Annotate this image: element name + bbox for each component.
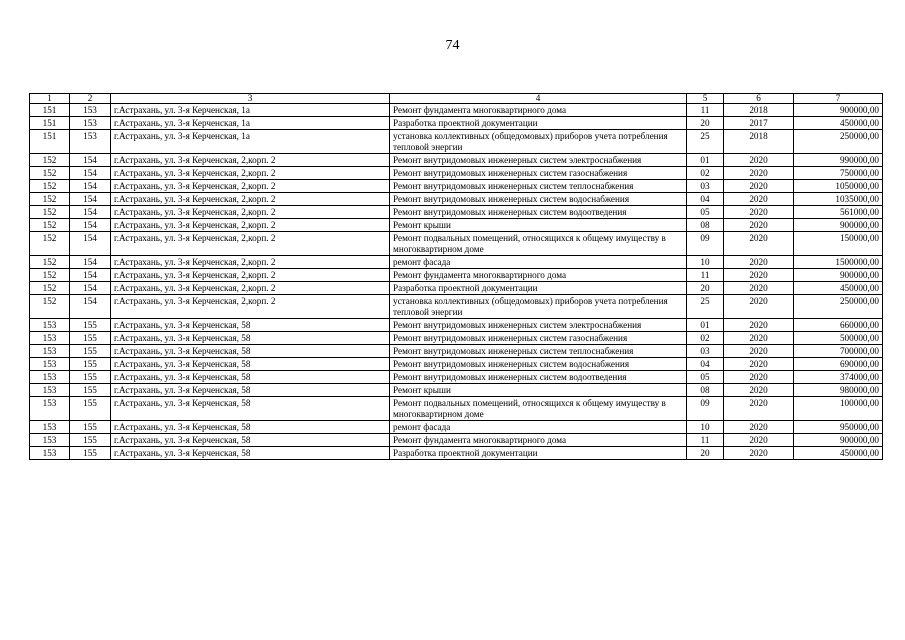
year-cell: 2020 bbox=[724, 193, 794, 206]
year-cell: 2020 bbox=[724, 319, 794, 332]
work-code-cell: 25 bbox=[687, 130, 724, 154]
cost-cell: 700000,00 bbox=[794, 345, 883, 358]
object-number-cell: 153 bbox=[70, 130, 111, 154]
address-cell: г.Астрахань, ул. 3-я Керченская, 58 bbox=[111, 345, 390, 358]
year-cell: 2020 bbox=[724, 447, 794, 460]
address-cell: г.Астрахань, ул. 3-я Керченская, 58 bbox=[111, 371, 390, 384]
work-code-cell: 11 bbox=[687, 104, 724, 117]
object-number-cell: 155 bbox=[70, 397, 111, 421]
year-cell: 2020 bbox=[724, 345, 794, 358]
address-cell: г.Астрахань, ул. 3-я Керченская, 58 bbox=[111, 434, 390, 447]
cost-cell: 500000,00 bbox=[794, 332, 883, 345]
address-cell: г.Астрахань, ул. 3-я Керченская, 2,корп. 2 bbox=[111, 232, 390, 256]
address-cell: г.Астрахань, ул. 3-я Керченская, 58 bbox=[111, 397, 390, 421]
object-number-cell: 154 bbox=[70, 282, 111, 295]
cost-cell: 250000,00 bbox=[794, 295, 883, 319]
object-number-cell: 155 bbox=[70, 358, 111, 371]
work-code-cell: 10 bbox=[687, 256, 724, 269]
row-number-cell: 153 bbox=[30, 319, 70, 332]
table-row bbox=[30, 154, 883, 167]
object-number-cell: 154 bbox=[70, 167, 111, 180]
year-cell: 2020 bbox=[724, 295, 794, 319]
table-row bbox=[30, 130, 883, 154]
table-row bbox=[30, 332, 883, 345]
work-type-cell: Ремонт внутридомовых инженерных систем теплоснабжения bbox=[390, 180, 687, 193]
table-row bbox=[30, 319, 883, 332]
work-code-cell: 03 bbox=[687, 180, 724, 193]
address-cell: г.Астрахань, ул. 3-я Керченская, 1а bbox=[111, 117, 390, 130]
header-col-3: 3 bbox=[111, 94, 390, 104]
row-number-cell: 152 bbox=[30, 256, 70, 269]
year-cell: 2020 bbox=[724, 269, 794, 282]
cost-cell: 990000,00 bbox=[794, 154, 883, 167]
row-number-cell: 153 bbox=[30, 345, 70, 358]
table-row bbox=[30, 117, 883, 130]
work-type-cell: Разработка проектной документации bbox=[390, 117, 687, 130]
address-cell: г.Астрахань, ул. 3-я Керченская, 58 bbox=[111, 421, 390, 434]
year-cell: 2020 bbox=[724, 358, 794, 371]
header-col-1: 1 bbox=[30, 94, 70, 104]
cost-cell: 450000,00 bbox=[794, 447, 883, 460]
object-number-cell: 153 bbox=[70, 104, 111, 117]
address-cell: г.Астрахань, ул. 3-я Керченская, 58 bbox=[111, 358, 390, 371]
row-number-cell: 152 bbox=[30, 154, 70, 167]
table-row bbox=[30, 269, 883, 282]
work-type-cell: установка коллективных (общедомовых) приборов учета потребления тепловой энергии bbox=[390, 295, 687, 319]
work-code-cell: 25 bbox=[687, 295, 724, 319]
work-type-cell: Ремонт крыши bbox=[390, 219, 687, 232]
table-row bbox=[30, 219, 883, 232]
object-number-cell: 154 bbox=[70, 232, 111, 256]
cost-cell: 250000,00 bbox=[794, 130, 883, 154]
work-code-cell: 09 bbox=[687, 397, 724, 421]
cost-cell: 900000,00 bbox=[794, 219, 883, 232]
cost-cell: 450000,00 bbox=[794, 117, 883, 130]
cost-cell: 900000,00 bbox=[794, 104, 883, 117]
table-row bbox=[30, 345, 883, 358]
row-number-cell: 153 bbox=[30, 434, 70, 447]
object-number-cell: 155 bbox=[70, 345, 111, 358]
row-number-cell: 151 bbox=[30, 130, 70, 154]
work-code-cell: 11 bbox=[687, 434, 724, 447]
year-cell: 2020 bbox=[724, 206, 794, 219]
cost-cell: 690000,00 bbox=[794, 358, 883, 371]
year-cell: 2020 bbox=[724, 180, 794, 193]
address-cell: г.Астрахань, ул. 3-я Керченская, 2,корп. 2 bbox=[111, 269, 390, 282]
work-code-cell: 04 bbox=[687, 358, 724, 371]
year-cell: 2020 bbox=[724, 256, 794, 269]
address-cell: г.Астрахань, ул. 3-я Керченская, 58 bbox=[111, 447, 390, 460]
object-number-cell: 154 bbox=[70, 219, 111, 232]
work-code-cell: 01 bbox=[687, 319, 724, 332]
table-row bbox=[30, 104, 883, 117]
object-number-cell: 154 bbox=[70, 256, 111, 269]
work-type-cell: Ремонт подвальных помещений, относящихся к общему имуществу в многоквартирном доме bbox=[390, 232, 687, 256]
year-cell: 2020 bbox=[724, 282, 794, 295]
row-number-cell: 152 bbox=[30, 180, 70, 193]
table-row bbox=[30, 397, 883, 421]
address-cell: г.Астрахань, ул. 3-я Керченская, 2,корп. 2 bbox=[111, 295, 390, 319]
work-code-cell: 04 bbox=[687, 193, 724, 206]
cost-cell: 1500000,00 bbox=[794, 256, 883, 269]
address-cell: г.Астрахань, ул. 3-я Керченская, 58 bbox=[111, 319, 390, 332]
address-cell: г.Астрахань, ул. 3-я Керченская, 2,корп. 2 bbox=[111, 180, 390, 193]
work-type-cell: Ремонт внутридомовых инженерных систем водоотведения bbox=[390, 371, 687, 384]
year-cell: 2018 bbox=[724, 130, 794, 154]
work-code-cell: 09 bbox=[687, 232, 724, 256]
row-number-cell: 152 bbox=[30, 295, 70, 319]
object-number-cell: 154 bbox=[70, 269, 111, 282]
work-type-cell: Ремонт фундамента многоквартирного дома bbox=[390, 269, 687, 282]
year-cell: 2018 bbox=[724, 104, 794, 117]
year-cell: 2020 bbox=[724, 421, 794, 434]
year-cell: 2020 bbox=[724, 332, 794, 345]
header-col-7: 7 bbox=[794, 94, 883, 104]
address-cell: г.Астрахань, ул. 3-я Керченская, 58 bbox=[111, 332, 390, 345]
row-number-cell: 153 bbox=[30, 371, 70, 384]
header-col-5: 5 bbox=[687, 94, 724, 104]
work-type-cell: Ремонт внутридомовых инженерных систем водоснабжения bbox=[390, 358, 687, 371]
cost-cell: 150000,00 bbox=[794, 232, 883, 256]
cost-cell: 1035000,00 bbox=[794, 193, 883, 206]
row-number-cell: 153 bbox=[30, 384, 70, 397]
object-number-cell: 155 bbox=[70, 371, 111, 384]
row-number-cell: 152 bbox=[30, 269, 70, 282]
object-number-cell: 154 bbox=[70, 206, 111, 219]
table-row bbox=[30, 384, 883, 397]
row-number-cell: 152 bbox=[30, 232, 70, 256]
object-number-cell: 155 bbox=[70, 421, 111, 434]
year-cell: 2020 bbox=[724, 154, 794, 167]
table-row bbox=[30, 180, 883, 193]
row-number-cell: 153 bbox=[30, 421, 70, 434]
object-number-cell: 154 bbox=[70, 193, 111, 206]
work-type-cell: Ремонт внутридомовых инженерных систем теплоснабжения bbox=[390, 345, 687, 358]
address-cell: г.Астрахань, ул. 3-я Керченская, 2,корп. 2 bbox=[111, 167, 390, 180]
row-number-cell: 152 bbox=[30, 193, 70, 206]
cost-cell: 1050000,00 bbox=[794, 180, 883, 193]
year-cell: 2020 bbox=[724, 219, 794, 232]
header-col-6: 6 bbox=[724, 94, 794, 104]
cost-cell: 374000,00 bbox=[794, 371, 883, 384]
cost-cell: 980000,00 bbox=[794, 384, 883, 397]
work-code-cell: 08 bbox=[687, 219, 724, 232]
table-row bbox=[30, 358, 883, 371]
address-cell: г.Астрахань, ул. 3-я Керченская, 1а bbox=[111, 104, 390, 117]
object-number-cell: 154 bbox=[70, 295, 111, 319]
object-number-cell: 153 bbox=[70, 117, 111, 130]
work-type-cell: установка коллективных (общедомовых) приборов учета потребления тепловой энергии bbox=[390, 130, 687, 154]
cost-cell: 900000,00 bbox=[794, 434, 883, 447]
object-number-cell: 155 bbox=[70, 447, 111, 460]
cost-cell: 660000,00 bbox=[794, 319, 883, 332]
header-col-2: 2 bbox=[70, 94, 111, 104]
work-code-cell: 20 bbox=[687, 282, 724, 295]
table-row bbox=[30, 421, 883, 434]
work-type-cell: Разработка проектной документации bbox=[390, 447, 687, 460]
cost-cell: 100000,00 bbox=[794, 397, 883, 421]
work-code-cell: 05 bbox=[687, 371, 724, 384]
work-schedule-table bbox=[29, 93, 883, 460]
work-code-cell: 20 bbox=[687, 117, 724, 130]
header-row bbox=[30, 94, 883, 104]
year-cell: 2020 bbox=[724, 232, 794, 256]
work-code-cell: 02 bbox=[687, 167, 724, 180]
table-row bbox=[30, 206, 883, 219]
work-type-cell: Ремонт внутридомовых инженерных систем газоснабжения bbox=[390, 167, 687, 180]
object-number-cell: 155 bbox=[70, 332, 111, 345]
work-type-cell: Ремонт крыши bbox=[390, 384, 687, 397]
address-cell: г.Астрахань, ул. 3-я Керченская, 2,корп. 2 bbox=[111, 193, 390, 206]
year-cell: 2020 bbox=[724, 434, 794, 447]
address-cell: г.Астрахань, ул. 3-я Керченская, 2,корп. 2 bbox=[111, 219, 390, 232]
cost-cell: 750000,00 bbox=[794, 167, 883, 180]
cost-cell: 950000,00 bbox=[794, 421, 883, 434]
object-number-cell: 155 bbox=[70, 434, 111, 447]
work-code-cell: 05 bbox=[687, 206, 724, 219]
work-type-cell: Ремонт внутридомовых инженерных систем электроснабжения bbox=[390, 319, 687, 332]
page-number: 74 bbox=[445, 38, 460, 53]
header-col-4: 4 bbox=[390, 94, 687, 104]
object-number-cell: 154 bbox=[70, 180, 111, 193]
table-row bbox=[30, 256, 883, 269]
object-number-cell: 155 bbox=[70, 319, 111, 332]
table-row bbox=[30, 282, 883, 295]
cost-cell: 900000,00 bbox=[794, 269, 883, 282]
address-cell: г.Астрахань, ул. 3-я Керченская, 2,корп. 2 bbox=[111, 282, 390, 295]
work-type-cell: Разработка проектной документации bbox=[390, 282, 687, 295]
row-number-cell: 153 bbox=[30, 332, 70, 345]
address-cell: г.Астрахань, ул. 3-я Керченская, 2,корп. 2 bbox=[111, 256, 390, 269]
row-number-cell: 153 bbox=[30, 397, 70, 421]
table-body bbox=[30, 104, 883, 460]
object-number-cell: 154 bbox=[70, 154, 111, 167]
object-number-cell: 155 bbox=[70, 384, 111, 397]
work-type-cell: Ремонт внутридомовых инженерных систем водоснабжения bbox=[390, 193, 687, 206]
row-number-cell: 153 bbox=[30, 447, 70, 460]
address-cell: г.Астрахань, ул. 3-я Керченская, 2,корп. 2 bbox=[111, 154, 390, 167]
table-row bbox=[30, 232, 883, 256]
table-row bbox=[30, 371, 883, 384]
table-row bbox=[30, 167, 883, 180]
address-cell: г.Астрахань, ул. 3-я Керченская, 58 bbox=[111, 384, 390, 397]
cost-cell: 450000,00 bbox=[794, 282, 883, 295]
row-number-cell: 152 bbox=[30, 282, 70, 295]
work-code-cell: 01 bbox=[687, 154, 724, 167]
year-cell: 2020 bbox=[724, 397, 794, 421]
work-type-cell: Ремонт внутридомовых инженерных систем газоснабжения bbox=[390, 332, 687, 345]
table-row bbox=[30, 193, 883, 206]
address-cell: г.Астрахань, ул. 3-я Керченская, 2,корп. 2 bbox=[111, 206, 390, 219]
row-number-cell: 152 bbox=[30, 167, 70, 180]
table-row bbox=[30, 295, 883, 319]
work-code-cell: 10 bbox=[687, 421, 724, 434]
address-cell: г.Астрахань, ул. 3-я Керченская, 1а bbox=[111, 130, 390, 154]
table-row bbox=[30, 434, 883, 447]
work-type-cell: Ремонт внутридомовых инженерных систем водоотведения bbox=[390, 206, 687, 219]
row-number-cell: 152 bbox=[30, 219, 70, 232]
work-code-cell: 03 bbox=[687, 345, 724, 358]
work-code-cell: 08 bbox=[687, 384, 724, 397]
row-number-cell: 152 bbox=[30, 206, 70, 219]
row-number-cell: 153 bbox=[30, 358, 70, 371]
year-cell: 2020 bbox=[724, 167, 794, 180]
row-number-cell: 151 bbox=[30, 104, 70, 117]
row-number-cell: 151 bbox=[30, 117, 70, 130]
year-cell: 2020 bbox=[724, 384, 794, 397]
cost-cell: 561000,00 bbox=[794, 206, 883, 219]
work-type-cell: ремонт фасада bbox=[390, 421, 687, 434]
year-cell: 2017 bbox=[724, 117, 794, 130]
work-type-cell: Ремонт внутридомовых инженерных систем электроснабжения bbox=[390, 154, 687, 167]
work-type-cell: Ремонт фундамента многоквартирного дома bbox=[390, 434, 687, 447]
year-cell: 2020 bbox=[724, 371, 794, 384]
work-type-cell: Ремонт фундамента многоквартирного дома bbox=[390, 104, 687, 117]
work-code-cell: 11 bbox=[687, 269, 724, 282]
work-type-cell: ремонт фасада bbox=[390, 256, 687, 269]
table-row bbox=[30, 447, 883, 460]
work-type-cell: Ремонт подвальных помещений, относящихся к общему имуществу в многоквартирном доме bbox=[390, 397, 687, 421]
work-code-cell: 20 bbox=[687, 447, 724, 460]
work-code-cell: 02 bbox=[687, 332, 724, 345]
